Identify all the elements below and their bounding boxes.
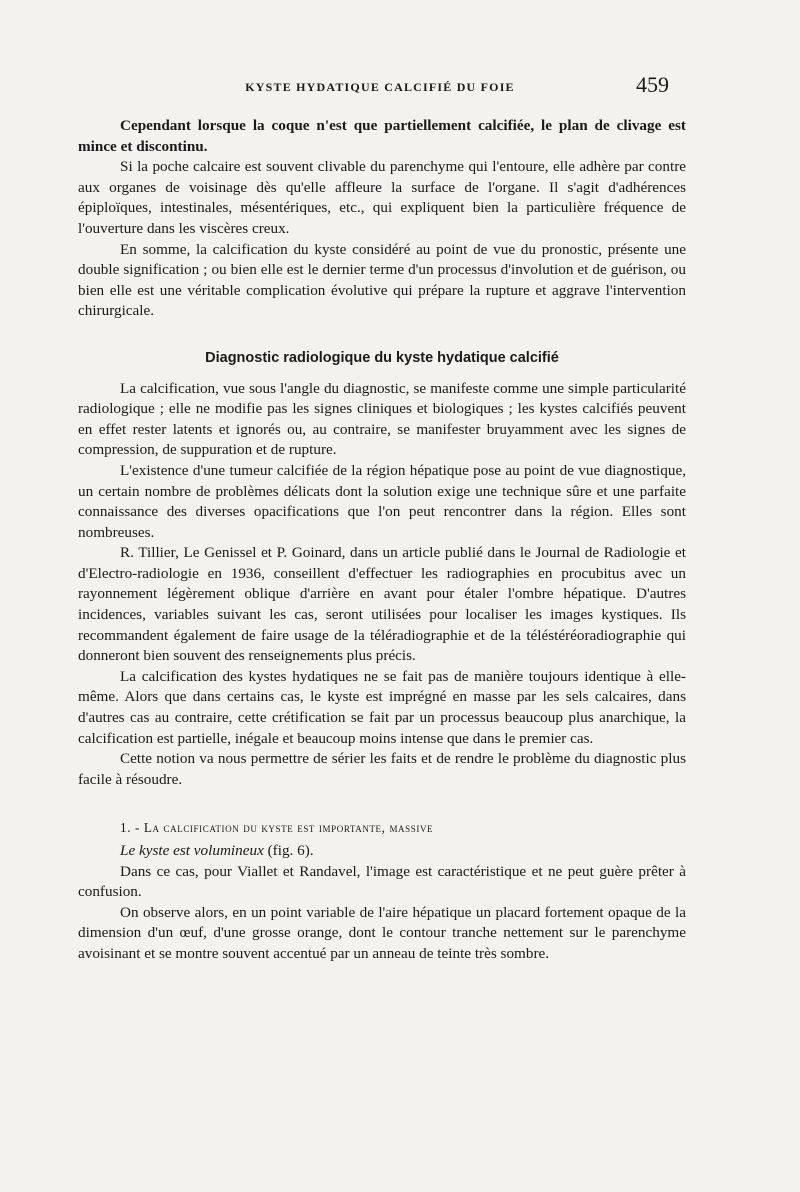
paragraph: La calcification, vue sous l'angle du diagnostic, se manifeste comme une simple particularité radiologique ; elle ne modifie pas les signes cliniques et biologiques ; les kystes calcifiés peuvent en effet rester latents et ignorés ou, au contraire, se manifester bruyamment avec les signes de compression, de suppuration et de rupture. xyxy=(78,379,686,459)
paragraph: En somme, la calcification du kyste considéré au point de vue du pronostic, présente une double signification ; ou bien elle est le dernier terme d'un processus d'involution et de guérison, ou bien elle est une véritable complication évolutive qui prépare la rupture et aggrave l'intervention chirurgicale. xyxy=(78,240,686,320)
paragraph: Cependant lorsque la coque n'est que partiellement calcifiée, le plan de clivage est mince et discontinu. xyxy=(78,117,686,155)
paragraph: Cette notion va nous permettre de sérier les faits et de rendre le problème du diagnostic plus facile à résoudre. xyxy=(78,750,686,788)
paragraph: Si la poche calcaire est souvent clivable du parenchyme qui l'entoure, elle adhère par contre aux organes de voisinage dès qu'elle affleure la surface de l'organe. Il s'agit d'adhérences épiploïques, intestinales, mésentériques, etc., qui expliquent bien la particulière fréquence de l'ouverture dans les viscères creux. xyxy=(78,158,686,237)
paragraph: On observe alors, en un point variable de l'aire hépatique un placard fortement opaque de la dimension d'un œuf, d'une grosse orange, dont le contour tranche nettement sur le parenchyme avoisinant et se montre souvent accentué par un anneau de teinte très sombre. xyxy=(78,903,686,962)
paragraph: Dans ce cas, pour Viallet et Randavel, l'image est caractéristique et ne peut guère prêter à confusion. xyxy=(78,862,686,901)
figure-reference: (fig. 6). xyxy=(263,842,314,859)
subheading xyxy=(78,818,686,839)
paragraph: L'existence d'une tumeur calcifiée de la région hépatique pose au point de vue diagnostique, un certain nombre de problèmes délicats dont la solution exige une technique sûre et une parfaite connaissance des diverses opacifications que l'on peut rencontrer dans la région. Elles sont nombreuses. xyxy=(78,461,686,541)
section-title: Diagnostic radiologique du kyste hydatique calcifié xyxy=(205,349,559,366)
running-title: KYSTE HYDATIQUE CALCIFIÉ DU FOIE xyxy=(245,80,515,94)
paragraph: R. Tillier, Le Genissel et P. Goinard, dans un article publié dans le Journal de Radiologie et d'Electro-radiologie en 1936, conseillent d'effectuer les radiographies en procubitus avec un rayonnement légèrement oblique d'arrière en avant pour étaler l'ombre hépatique. D'autres incidences, variables suivant les cas, seront utilisées pour localiser les images kystiques. Ils recommandent également de faire usage de la téléradiographie et de la téléstéréoradiographie qui donneront bien souvent des renseignements plus précis. xyxy=(78,544,686,665)
page-number: 459 xyxy=(636,72,669,97)
paragraph: La calcification des kystes hydatiques ne se fait pas de manière toujours identique à elle-même. Alors que dans certains cas, le kyste est imprégné en masse par les sels calcaires, dans d'autres cas au contraire, cette crétification se fait par un processus beaucoup plus anarchique, la calcification est partielle, inégale et beaucoup moins intense que dans le premier cas. xyxy=(78,667,686,747)
subheading-text: 1. - La calcification du kyste est importante, massive xyxy=(120,820,434,836)
italic-line xyxy=(78,841,686,862)
body-text xyxy=(78,116,686,965)
italic-text: Le kyste est volumineux xyxy=(120,842,264,859)
